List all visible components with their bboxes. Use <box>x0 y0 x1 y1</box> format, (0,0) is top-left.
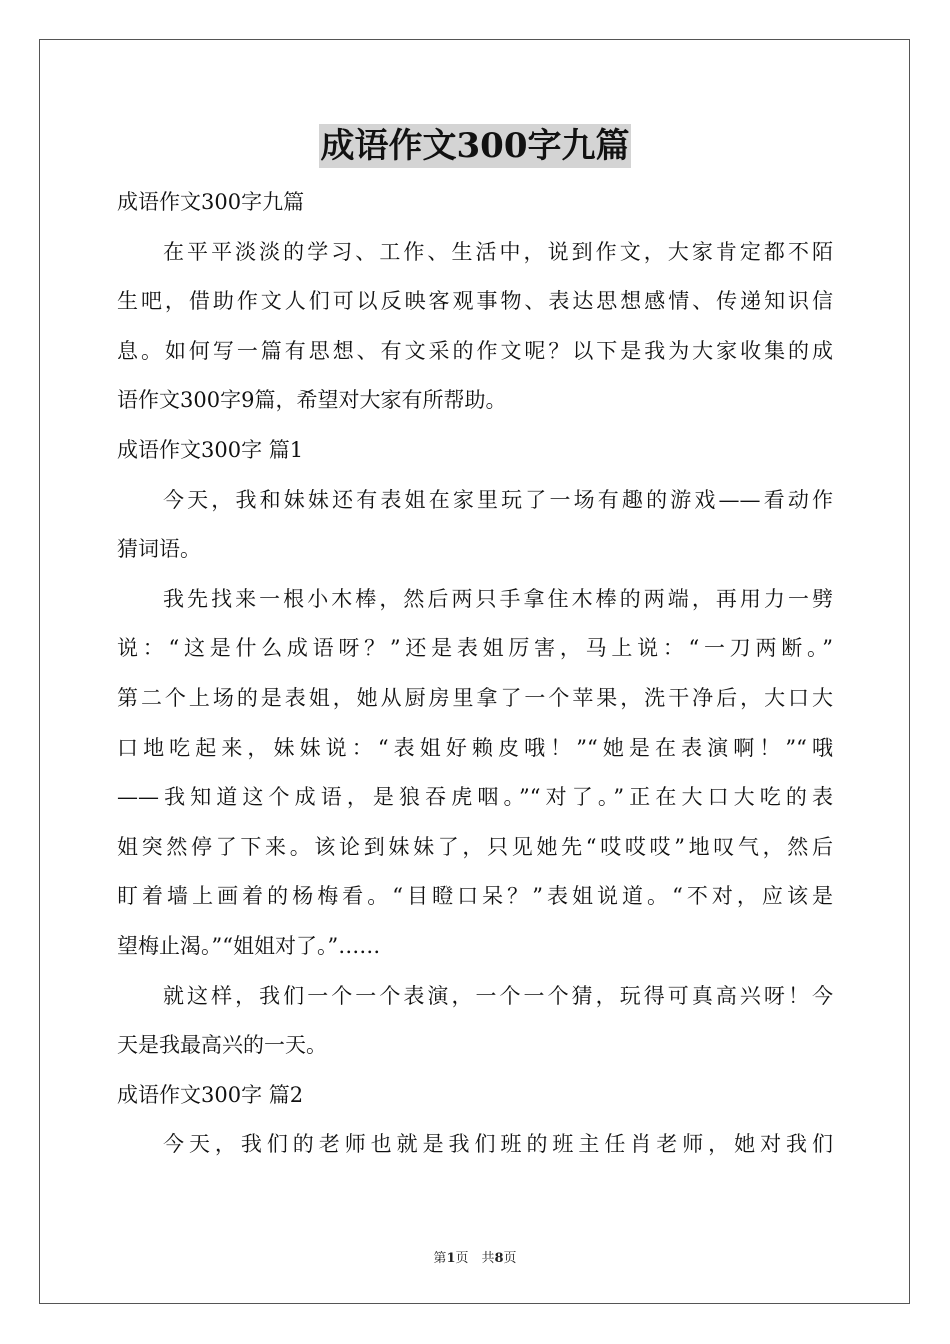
paragraph-line: 今天，我和妹妹还有表姐在家里玩了一场有趣的游戏——看动作 <box>163 487 833 512</box>
paragraph-line: 我先找来一根小木棒，然后两只手拿住木棒的两端，再用力一劈 <box>163 586 833 611</box>
section-heading: 成语作文300字 篇2 <box>117 1082 304 1107</box>
paragraph-line: 猜词语。 <box>117 537 201 562</box>
page-label-suffix: 页 <box>503 1251 517 1266</box>
page-label-mid: 页 共 <box>455 1251 495 1266</box>
paragraph-line: 天是我最高兴的一天。 <box>117 1033 327 1058</box>
paragraph-line: 语作文300字9篇，希望对大家有所帮助。 <box>117 388 507 413</box>
paragraph-line: 就这样，我们一个一个表演，一个一个猜，玩得可真高兴呀！今 <box>163 983 833 1008</box>
section-heading: 成语作文300字 篇1 <box>117 437 304 462</box>
title-area <box>0 124 950 168</box>
page-current: 1 <box>446 1251 456 1266</box>
paragraph-line: 口地吃起来，妹妹说：“表姐好赖皮哦！”“她是在表演啊！”“哦 <box>117 735 833 760</box>
document-title: 成语作文300字九篇 <box>320 126 630 166</box>
paragraph-line: 第二个上场的是表姐，她从厨房里拿了一个苹果，洗干净后，大口大 <box>117 685 833 710</box>
subtitle-line: 成语作文300字九篇 <box>117 190 305 214</box>
paragraph-line: 说：“这是什么成语呀？”还是表姐厉害，马上说：“一刀两断。” <box>117 636 833 661</box>
document-body <box>117 178 833 1170</box>
page-label-prefix: 第 <box>433 1251 447 1266</box>
paragraph-line: 姐突然停了下来。该论到妹妹了，只见她先“哎哎哎”地叹气，然后 <box>117 834 833 859</box>
paragraph-line: 息。如何写一篇有思想、有文采的作文呢？以下是我为大家收集的成 <box>117 338 833 363</box>
page-total: 8 <box>494 1251 504 1266</box>
paragraph-line: 盯着墙上画着的杨梅看。“目瞪口呆？”表姐说道。“不对，应该是 <box>117 884 833 909</box>
paragraph-line: 今天，我们的老师也就是我们班的班主任肖老师，她对我们 <box>163 1132 833 1157</box>
paragraph-line: 望梅止渴。”“姐姐对了。”…… <box>117 933 381 958</box>
paragraph-line: ——我知道这个成语，是狼吞虎咽。”“对了。”正在大口大吃的表 <box>117 785 833 810</box>
page-footer <box>0 1247 950 1266</box>
paragraph-line: 在平平淡淡的学习、工作、生活中，说到作文，大家肯定都不陌 <box>163 239 833 264</box>
paragraph-line: 生吧，借助作文人们可以反映客观事物、表达思想感情、传递知识信 <box>117 289 833 314</box>
